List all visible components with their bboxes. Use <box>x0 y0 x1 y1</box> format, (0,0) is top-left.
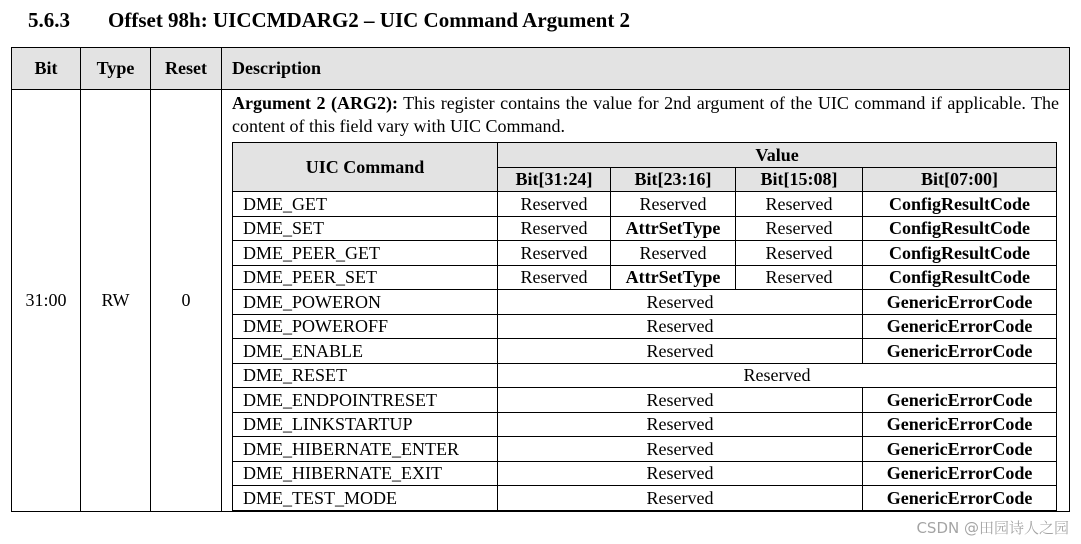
reserved-span-cell: Reserved <box>498 486 863 511</box>
reset-header: Reset <box>151 48 222 90</box>
access-type: RW <box>81 90 151 512</box>
table-row <box>233 192 1057 217</box>
watermark: CSDN @田园诗人之园 <box>916 519 1069 537</box>
reserved-span-cell: Reserved <box>498 461 863 486</box>
command-name: DME_ENDPOINTRESET <box>233 388 498 413</box>
command-name: DME_HIBERNATE_EXIT <box>233 461 498 486</box>
reset-value: 0 <box>151 90 222 512</box>
value-cell: Reserved <box>736 241 863 266</box>
table-row <box>233 486 1057 511</box>
table-row <box>233 461 1057 486</box>
command-name: DME_TEST_MODE <box>233 486 498 511</box>
command-name: DME_SET <box>233 216 498 241</box>
reserved-span-cell: Reserved <box>498 339 863 364</box>
bit-23-16-header: Bit[23:16] <box>611 167 736 192</box>
table-row <box>233 363 1057 388</box>
uic-command-header: UIC Command <box>233 143 498 192</box>
command-name: DME_HIBERNATE_ENTER <box>233 437 498 462</box>
command-name: DME_RESET <box>233 363 498 388</box>
result-code-cell: GenericErrorCode <box>863 388 1057 413</box>
result-code-cell: GenericErrorCode <box>863 412 1057 437</box>
section-heading <box>28 8 630 33</box>
value-cell: Reserved <box>736 265 863 290</box>
value-cell: Reserved <box>498 241 611 266</box>
register-table <box>11 47 1070 512</box>
reserved-span-cell: Reserved <box>498 388 863 413</box>
result-code-cell: GenericErrorCode <box>863 339 1057 364</box>
value-table <box>232 142 1057 511</box>
bit-07-00-header: Bit[07:00] <box>863 167 1057 192</box>
result-code-cell: ConfigResultCode <box>863 265 1057 290</box>
result-code-cell: GenericErrorCode <box>863 486 1057 511</box>
argument-description <box>232 92 1059 138</box>
reserved-full-cell: Reserved <box>498 363 1057 388</box>
table-row <box>233 241 1057 266</box>
value-cell: Reserved <box>736 192 863 217</box>
value-cell: AttrSetType <box>611 265 736 290</box>
bit-range: 31:00 <box>12 90 81 512</box>
table-row <box>233 290 1057 315</box>
result-code-cell: GenericErrorCode <box>863 290 1057 315</box>
description-header: Description <box>222 48 1070 90</box>
table-row <box>233 216 1057 241</box>
section-number: 5.6.3 <box>28 8 70 32</box>
value-cell: Reserved <box>611 241 736 266</box>
result-code-cell: GenericErrorCode <box>863 314 1057 339</box>
value-cell: Reserved <box>498 265 611 290</box>
result-code-cell: ConfigResultCode <box>863 241 1057 266</box>
bit-header: Bit <box>12 48 81 90</box>
bit-15-08-header: Bit[15:08] <box>736 167 863 192</box>
value-header: Value <box>498 143 1057 168</box>
value-cell: AttrSetType <box>611 216 736 241</box>
bit-31-24-header: Bit[31:24] <box>498 167 611 192</box>
value-cell: Reserved <box>498 216 611 241</box>
command-name: DME_GET <box>233 192 498 217</box>
result-code-cell: ConfigResultCode <box>863 216 1057 241</box>
reserved-span-cell: Reserved <box>498 412 863 437</box>
description-cell <box>222 90 1070 512</box>
table-row <box>233 339 1057 364</box>
result-code-cell: GenericErrorCode <box>863 461 1057 486</box>
register-header-row <box>12 48 1070 90</box>
table-row <box>233 412 1057 437</box>
type-header: Type <box>81 48 151 90</box>
command-name: DME_POWEROFF <box>233 314 498 339</box>
table-row <box>233 388 1057 413</box>
reserved-span-cell: Reserved <box>498 437 863 462</box>
result-code-cell: GenericErrorCode <box>863 437 1057 462</box>
command-name: DME_ENABLE <box>233 339 498 364</box>
command-name: DME_LINKSTARTUP <box>233 412 498 437</box>
reserved-span-cell: Reserved <box>498 314 863 339</box>
table-row <box>233 265 1057 290</box>
value-cell: Reserved <box>736 216 863 241</box>
table-row <box>233 437 1057 462</box>
value-cell: Reserved <box>611 192 736 217</box>
argument-label: Argument 2 (ARG2): <box>232 93 398 113</box>
reserved-span-cell: Reserved <box>498 290 863 315</box>
result-code-cell: ConfigResultCode <box>863 192 1057 217</box>
command-name: DME_POWERON <box>233 290 498 315</box>
section-title: Offset 98h: UICCMDARG2 – UIC Command Argument 2 <box>108 8 631 32</box>
argument-text: This register contains the value for 2nd argument of the UIC command if applicable. The content of this field vary with UIC Command. <box>232 93 1059 136</box>
command-name: DME_PEER_SET <box>233 265 498 290</box>
register-row <box>12 90 1070 512</box>
table-row <box>233 314 1057 339</box>
value-header-row <box>233 143 1057 168</box>
value-cell: Reserved <box>498 192 611 217</box>
command-name: DME_PEER_GET <box>233 241 498 266</box>
